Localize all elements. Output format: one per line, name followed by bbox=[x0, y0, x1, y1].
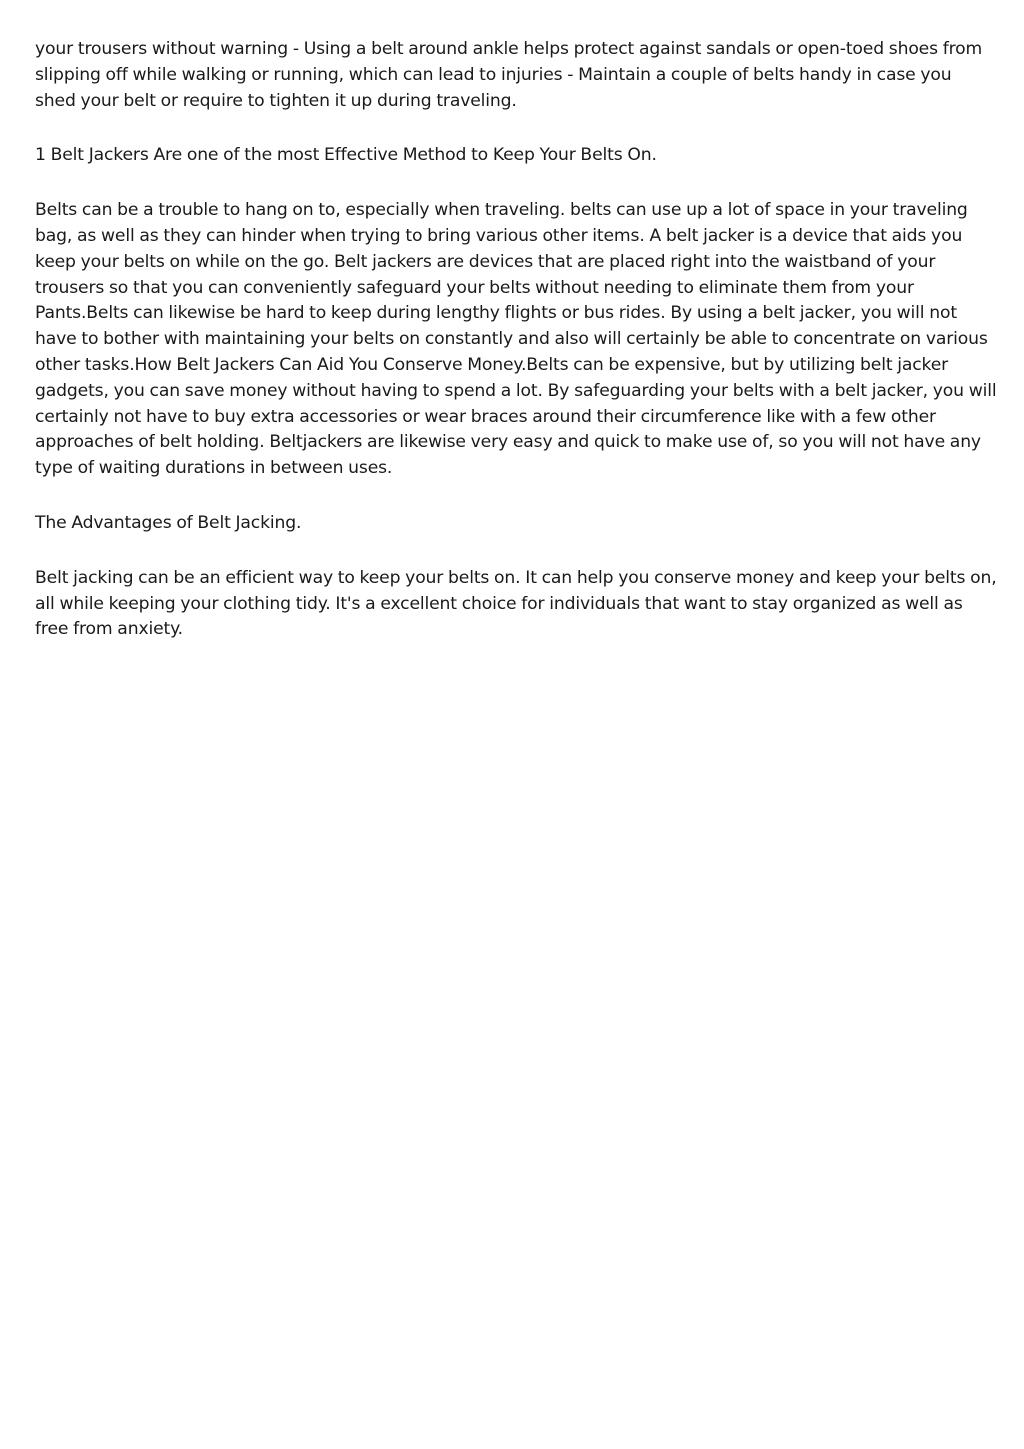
paragraph-belt-jackers-body: Belts can be a trouble to hang on to, especially when traveling. belts can use up a lot of space in your traveling bag, as well as they can hinder when trying to bring various other items. A belt jacker is a device that aids you keep your belts on while on the go. Belt jackers are devices that are placed right into the waistband of your trousers so that you can conveniently safeguard your belts without needing to eliminate them from your Pants.Belts can likewise be hard to keep during lengthy flights or bus rides. By using a belt jacker, you will not have to bother with maintaining your belts on constantly and also will certainly be able to concentrate on various other tasks.How Belt Jackers Can Aid You Conserve Money.Belts can be expensive, but by utilizing belt jacker gadgets, you can save money without having to spend a lot. By safeguarding your belts with a belt jacker, you will certainly not have to buy extra accessories or wear braces around their circumference like with a few other approaches of belt holding. Beltjackers are likewise very easy and quick to make use of, so you will not have any type of waiting durations in between uses. bbox=[35, 200, 997, 479]
paragraph-continuation: your trousers without warning - Using a belt around ankle helps protect against sandals or open-toed shoes from slipping off while walking or running, which can lead to injuries - Maintain a couple of belts handy in case you shed your belt or require to tighten it up during traveling. bbox=[35, 39, 983, 111]
section-heading-belt-jackers: 1 Belt Jackers Are one of the most Effective Method to Keep Your Belts On. bbox=[35, 145, 657, 166]
section-heading-advantages: The Advantages of Belt Jacking. bbox=[35, 512, 302, 533]
paragraph-advantages-body: Belt jacking can be an efficient way to keep your belts on. It can help you conserve money and keep your belts on, all while keeping your clothing tidy. It's a excellent choice for individuals that want to stay organized as well as free from anxiety. bbox=[35, 567, 997, 640]
document-page bbox=[35, 37, 997, 672]
